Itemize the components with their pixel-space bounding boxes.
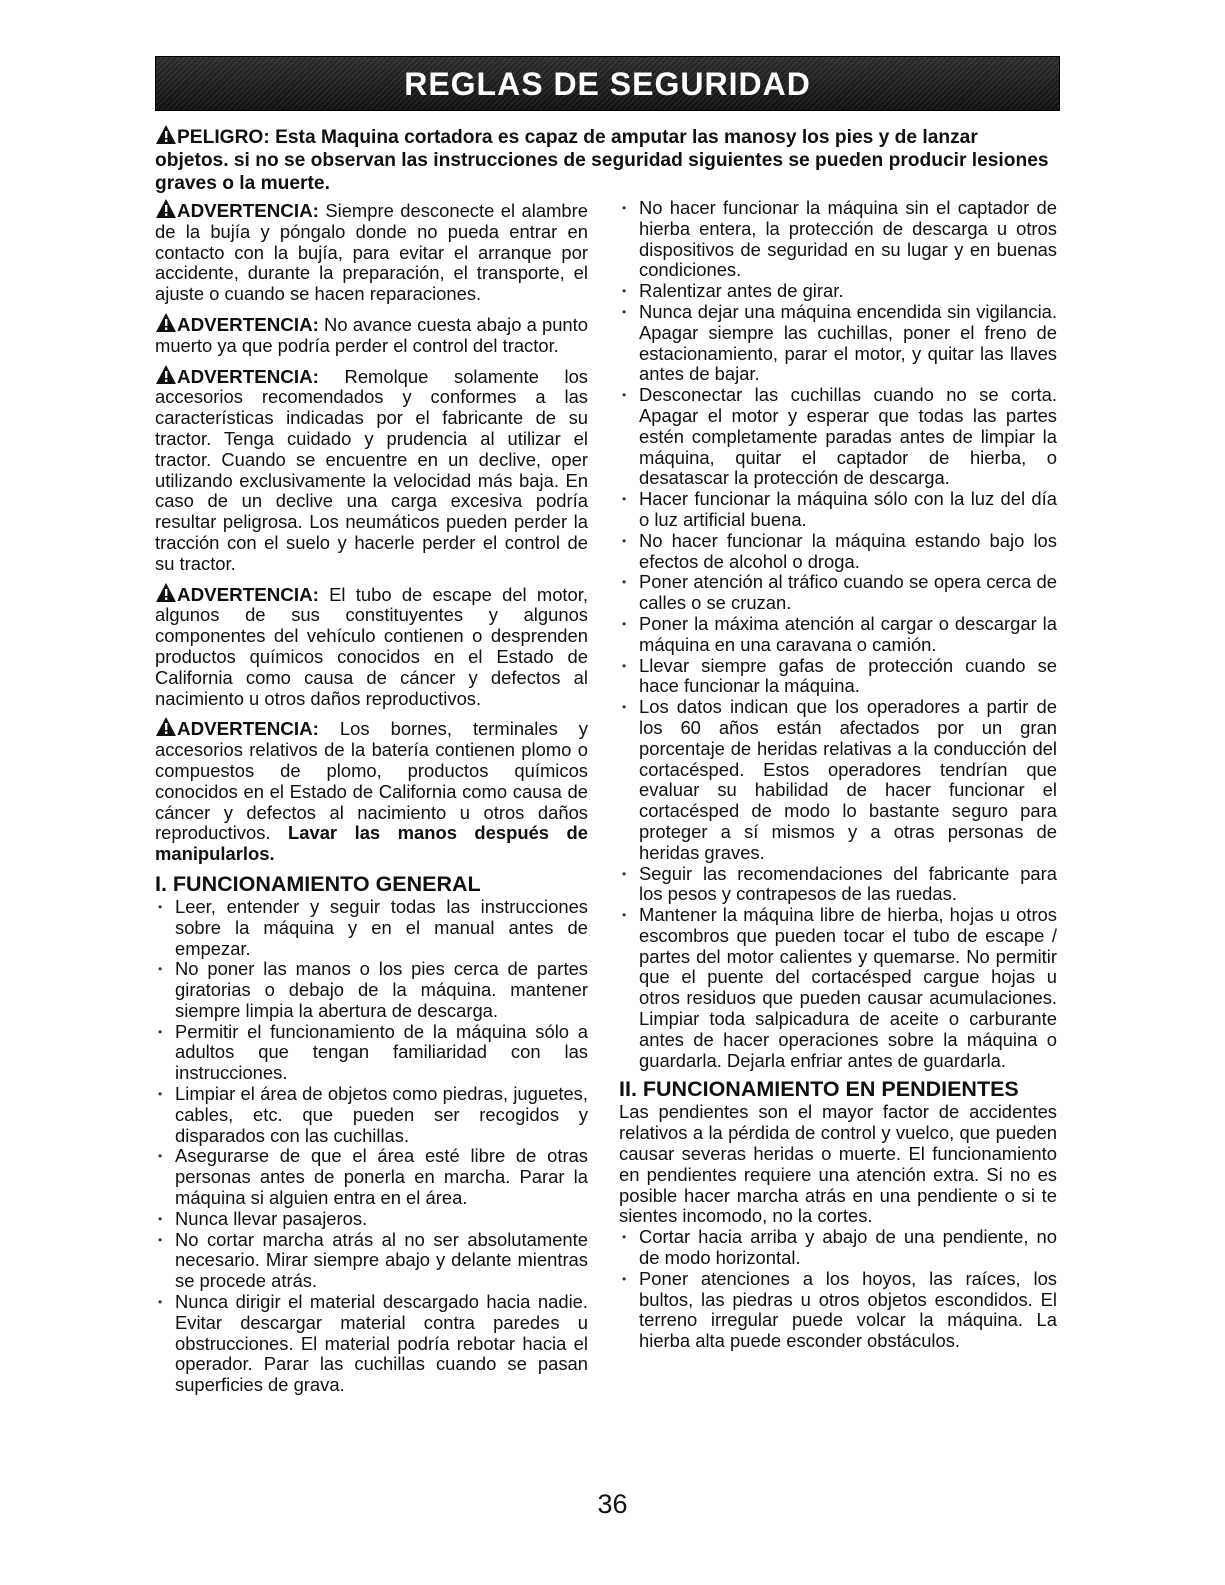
list-item-text: Hacer funcionar la máquina sólo con la luz del día o luz artificial buena. (639, 488, 1057, 530)
list-item (155, 1292, 588, 1396)
warning-label: ADVERTENCIA: (177, 718, 319, 740)
list-item-text: Poner la máxima atención al cargar o descargar la máquina en una caravana o camión. (639, 612, 1057, 655)
list-item-text: Poner atención al tráfico cuando se opera cerca de calles o se cruzan. (639, 571, 1057, 614)
slopes-intro: Las pendientes son el mayor factor de accidentes relativos a la pérdida de control y vuelco, que pueden causar severas heridas o muerte. El funcionamiento en pendientes requiere una atención extra. Si no es posible hacer marcha atrás en una pendiente o si te sientes incomodo, no la cortes. (619, 1101, 1057, 1227)
warning-paragraph (155, 312, 588, 357)
bullet-dot-icon: • (622, 533, 627, 548)
list-item (619, 905, 1057, 1071)
list-item (155, 1022, 588, 1084)
list-item (619, 614, 1057, 656)
bullet-dot-icon: • (158, 1295, 163, 1310)
bullet-dot-icon: • (622, 388, 627, 403)
bullet-dot-icon: • (622, 658, 627, 673)
danger-notice (155, 124, 1055, 195)
list-item (619, 531, 1057, 573)
general-operation-list (155, 897, 588, 1396)
list-item-text: No cortar marcha atrás al no ser absolutamente necesario. Mirar siempre abajo y delante mientras se procede atrás. (175, 1228, 588, 1292)
section-heading: I. FUNCIONAMIENTO GENERAL (155, 871, 481, 896)
warning-paragraph (155, 582, 588, 710)
list-item (155, 1230, 588, 1292)
bullet-dot-icon: • (622, 700, 627, 715)
list-item-text: Nunca llevar pasajeros. (175, 1207, 368, 1229)
bullet-dot-icon: • (158, 1149, 163, 1164)
list-item (619, 489, 1057, 531)
list-item (619, 864, 1057, 906)
bullet-dot-icon: • (158, 962, 163, 977)
section-title-banner (155, 56, 1060, 111)
list-item (619, 697, 1057, 863)
bullet-dot-icon: • (622, 201, 627, 215)
page-number: 36 (597, 1489, 628, 1519)
bullet-dot-icon: • (622, 1230, 627, 1245)
bullet-dot-icon: • (158, 1211, 163, 1226)
bullet-dot-icon: • (622, 284, 627, 299)
warning-triangle-icon (155, 198, 177, 220)
warning-text: El tubo de escape del motor, algunos de sus constituyentes y algunos componentes del vehículo contienen o desprenden productos químicos conocidos en el Estado de California como causa de cáncer y defectos al nacimiento u otros daños reproductivos. (155, 583, 588, 709)
list-item-text: Cortar hacia arriba y abajo de una pendiente, no de modo horizontal. (639, 1226, 1057, 1269)
danger-text: Esta Maquina cortadora es capaz de amputar las manosy los pies y de lanzar objetos. si no se observan las instrucciones de seguridad siguientes se pueden producir lesiones graves o la muerte. (155, 127, 1049, 194)
warning-text: Los bornes, terminales y accesorios relativos de la batería contienen plomo o compuestos de plomo, productos químicos conocidos en el Estado de California como causa de cáncer y defectos al nacimiento u otros daños reproductivos. (155, 718, 588, 844)
warning-label: ADVERTENCIA: (177, 200, 319, 221)
list-item (155, 1146, 588, 1208)
warning-label: ADVERTENCIA: (177, 313, 319, 335)
warning-triangle-icon (155, 312, 177, 334)
list-item (619, 385, 1057, 489)
list-item-text: Mantener la máquina libre de hierba, hojas u otros escombros que pueden tocar el tubo de escape / partes del motor calientes y quemarse. No permitir que el puente del cortacésped cargue hojas u otros residuos que pueden causar acumulaciones. Limpiar toda salpicadura de aceite o carburante antes de hacer operaciones sobre la máquina o guardarla. Dejarla enfriar antes de guardarla. (639, 904, 1057, 1071)
list-item (155, 1209, 588, 1230)
warning-triangle-icon (155, 364, 177, 386)
list-item-text: Leer, entender y seguir todas las instrucciones sobre la máquina y en el manual antes de empezar. (175, 895, 588, 959)
list-item (619, 572, 1057, 614)
warning-bold-tail: Lavar las manos después de manipularlos. (155, 822, 588, 865)
left-column (155, 198, 588, 1396)
warning-label: ADVERTENCIA: (177, 365, 319, 387)
list-item (155, 959, 588, 1021)
section-title: REGLAS DE SEGURIDAD (404, 65, 811, 102)
list-item-text: No hacer funcionar la máquina estando bajo los efectos de alcohol o droga. (639, 529, 1057, 572)
list-item-text: No hacer funcionar la máquina sin el captador de hierba entera, la protección de descarga u otros dispositivos de seguridad en su lugar y en buenas condiciones. (639, 197, 1057, 281)
list-item-text: Nunca dejar una máquina encendida sin vigilancia. Apagar siempre las cuchillas, poner el freno de estacionamiento, parar el motor, y quitar las llaves antes de bajar. (639, 300, 1057, 385)
warning-triangle-icon (155, 124, 177, 146)
list-item-text: No poner las manos o los pies cerca de partes giratorias o debajo de la máquina. mantener siempre limpia la abertura de descarga. (175, 958, 588, 1021)
list-item-text: Poner atenciones a los hoyos, las raíces, los bultos, las piedras u otros objetos escondidos. El terreno irregular puede volcar la máquina. La hierba alta puede esconder obstáculos. (639, 1267, 1057, 1352)
warning-text: Remolque solamente los accesorios recomendados y conformes a las características indicadas por el fabricante de su tractor. Tenga cuidado y prudencia al utilizar el tractor. Cuando se encuentre en un declive, oper utilizando exclusivamente la velocidad más baja. En caso de un declive una carga excesiva podría resultar peligrosa. Los neumáticos pueden perder la tracción con el suelo y hacerle perder el control de su tractor. (155, 365, 588, 574)
list-item-text: Nunca dirigir el material descargado hacia nadie. Evitar descargar material contra paredes u obstrucciones. El material podría rebotar hacia el operador. Parar las cuchillas cuando se pasan superficies de grava. (175, 1291, 588, 1396)
list-item-text: Seguir las recomendaciones del fabricante para los pesos y contrapesos de las ruedas. (639, 862, 1057, 905)
list-item (619, 198, 1057, 281)
bullet-dot-icon: • (158, 899, 163, 914)
right-column (619, 198, 1057, 1352)
danger-label: PELIGRO: (177, 127, 270, 148)
list-item (155, 1084, 588, 1146)
list-item-text: Permitir el funcionamiento de la máquina sólo a adultos que tengan familiaridad con las instrucciones. (175, 1020, 588, 1084)
warning-label: ADVERTENCIA: (177, 583, 319, 605)
list-item-text: Llevar siempre gafas de protección cuando se hace funcionar la máquina. (639, 654, 1057, 697)
list-item (619, 281, 1057, 302)
section-heading: II. FUNCIONAMIENTO EN PENDIENTES (619, 1077, 1019, 1102)
bullet-dot-icon: • (622, 492, 627, 507)
warning-paragraph (155, 716, 588, 865)
list-item-text: Desconectar las cuchillas cuando no se corta. Apagar el motor y esperar que todas las partes estén completamente paradas antes de limpiar la máquina, quitar el captador de hierba, o desatascar la protección de descarga. (639, 384, 1057, 489)
list-item (155, 897, 588, 959)
list-item-text: Limpiar el área de objetos como piedras, juguetes, cables, etc. que pueden ser recogidos y disparados con las cuchillas. (175, 1083, 588, 1146)
bullet-dot-icon: • (622, 866, 627, 881)
warning-triangle-icon (155, 582, 177, 604)
bullet-dot-icon: • (622, 908, 627, 923)
warning-text: Siempre desconecte el alambre de la bujía y póngalo donde no pueda entrar en contacto con la bujía, para evitar el arranque por accidente, durante la preparación, el transporte, el ajuste o cuando se hacen reparaciones. (155, 200, 588, 305)
bullet-dot-icon: • (622, 616, 627, 631)
slopes-list (619, 1227, 1057, 1352)
bullet-dot-icon: • (622, 1271, 627, 1286)
bullet-dot-icon: • (622, 575, 627, 590)
list-item-text: Ralentizar antes de girar. (639, 280, 844, 302)
list-item (619, 1269, 1057, 1352)
bullet-dot-icon: • (622, 304, 627, 319)
warning-paragraph (155, 198, 588, 305)
list-item (619, 1227, 1057, 1269)
list-item (619, 302, 1057, 385)
warning-text: No avance cuesta abajo a punto muerto ya que podría perder el control del tractor. (155, 313, 588, 356)
bullet-dot-icon: • (158, 1087, 163, 1102)
list-item-text: Asegurarse de que el área esté libre de otras personas antes de ponerla en marcha. Parar la máquina si alguien entra en el área. (175, 1145, 588, 1209)
bullet-dot-icon: • (158, 1024, 163, 1039)
warning-paragraph (155, 364, 588, 575)
list-item (619, 656, 1057, 698)
list-item-text: Los datos indican que los operadores a partir de los 60 años están afectados por un gran porcentaje de heridas relativas a la conducción del cortacésped. Estos operadores tendrían que evaluar su habilidad de hacer funcionar el cortacésped de modo lo bastante seguro para proteger a sí mismos y a otras personas de heridas graves. (639, 696, 1057, 863)
general-operation-list-continued (619, 198, 1057, 1071)
warning-triangle-icon (155, 716, 177, 738)
bullet-dot-icon: • (158, 1232, 163, 1247)
